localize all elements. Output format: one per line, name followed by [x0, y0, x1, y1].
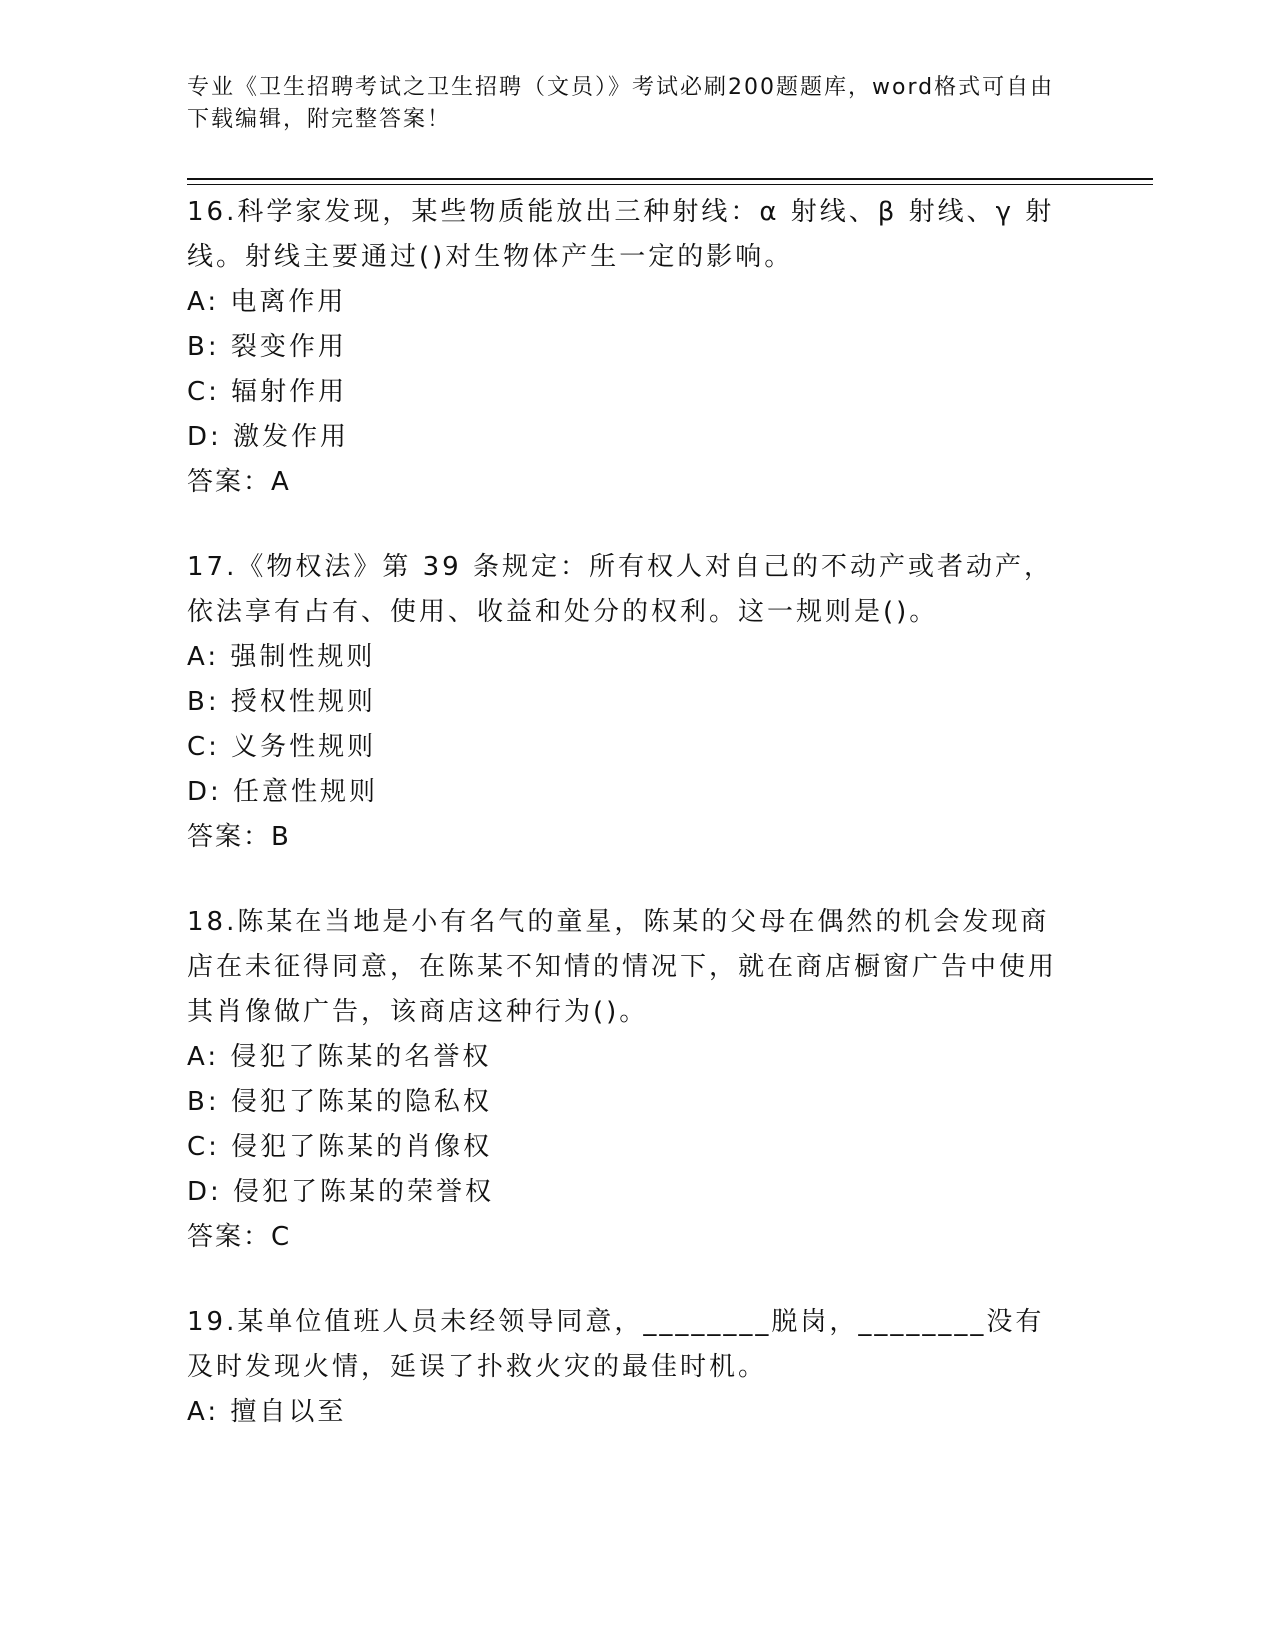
option-a: A: 电离作用	[187, 287, 347, 317]
option-a: A: 擅自以至	[187, 1397, 347, 1427]
header-divider-thick	[187, 178, 1153, 180]
option-c: C: 义务性规则	[187, 732, 377, 762]
option-d: D: 任意性规则	[187, 777, 379, 807]
question-stem: 16.科学家发现，某些物质能放出三种射线：α 射线、β 射线、γ 射线。射线主要通过()对生物体产生一定的影响。	[187, 197, 1055, 272]
option-a: A: 强制性规则	[187, 642, 376, 672]
question-16	[187, 190, 1087, 505]
option-b: B: 授权性规则	[187, 687, 376, 717]
option-b: B: 裂变作用	[187, 332, 347, 362]
document-header: 专业《卫生招聘考试之卫生招聘（文员）》考试必刷200题题库，word格式可自由下载编辑，附完整答案！	[187, 75, 1055, 132]
answer: 答案：B	[187, 822, 291, 852]
question-18	[187, 900, 1087, 1260]
question-17	[187, 545, 1087, 860]
option-d: D: 侵犯了陈某的荣誉权	[187, 1177, 495, 1207]
question-stem: 19.某单位值班人员未经领导同意，________脱岗，________没有及时发现火情，延误了扑救火灾的最佳时机。	[187, 1307, 1045, 1382]
header-divider-thin	[187, 184, 1153, 185]
option-d: D: 激发作用	[187, 422, 350, 452]
option-c: C: 辐射作用	[187, 377, 348, 407]
question-stem: 17.《物权法》第 39 条规定：所有权人对自己的不动产或者动产，依法享有占有、使用、收益和处分的权利。这一规则是()。	[187, 552, 1053, 627]
answer: 答案：A	[187, 467, 291, 497]
option-a: A: 侵犯了陈某的名誉权	[187, 1042, 492, 1072]
answer: 答案：C	[187, 1222, 292, 1252]
option-b: B: 侵犯了陈某的隐私权	[187, 1087, 492, 1117]
option-c: C: 侵犯了陈某的肖像权	[187, 1132, 493, 1162]
question-list	[187, 190, 1087, 1475]
question-19	[187, 1300, 1087, 1435]
question-stem: 18.陈某在当地是小有名气的童星，陈某的父母在偶然的机会发现商店在未征得同意，在陈某不知情的情况下，就在商店橱窗广告中使用其肖像做广告，该商店这种行为()。	[187, 907, 1058, 1027]
